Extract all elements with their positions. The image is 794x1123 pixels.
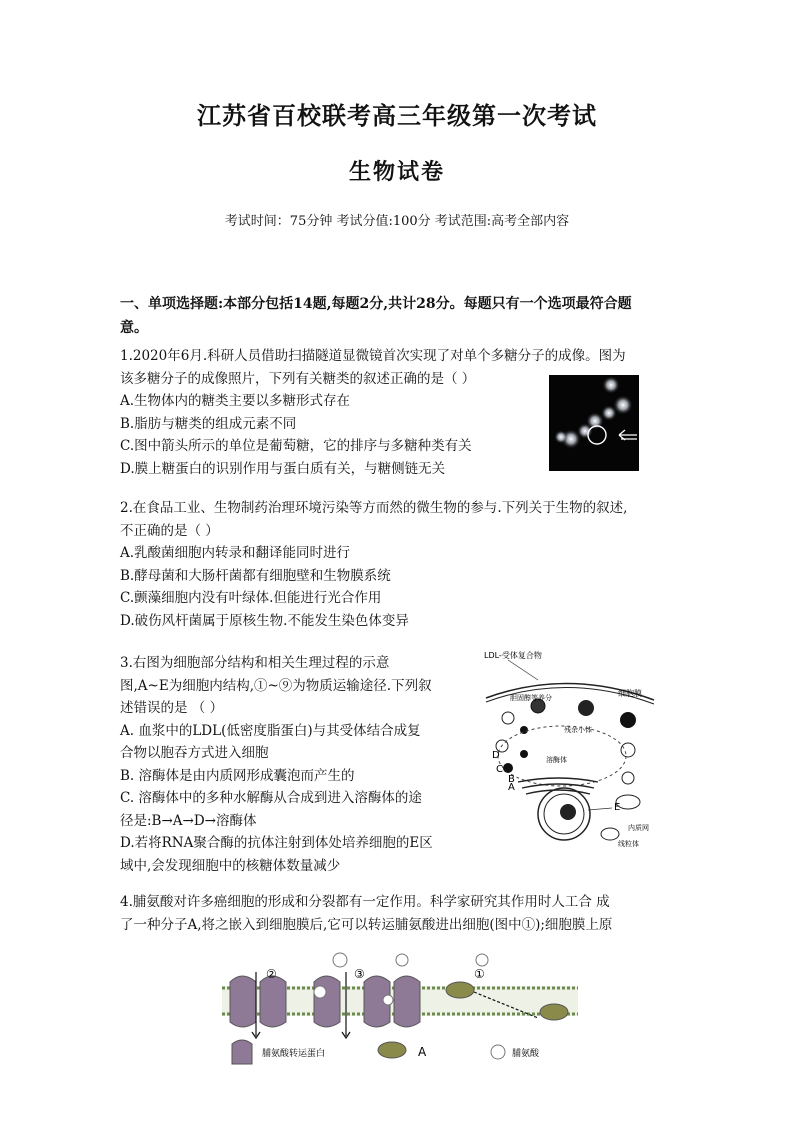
option-c-cont: 径是:B→A→D→溶酶体 [120, 812, 257, 829]
polysaccharide-stm-image [549, 375, 639, 471]
option-d: D.破伤风杆菌属于原核生物.不能发生染色体变异 [120, 612, 409, 629]
label-route-3: ③ [354, 967, 365, 981]
label-E: E [614, 802, 621, 813]
legend-proline: 脯氨酸 [512, 1049, 540, 1059]
exam-subtitle: 生物试卷 [348, 159, 445, 185]
question-2 [120, 497, 680, 632]
membrane-transport-diagram [222, 952, 578, 1068]
option-a: A.生物体内的糖类主要以多糖形式存在 [120, 393, 351, 409]
question-stem: 4.脯氨酸对许多癌细胞的形成和分裂都有一定作用。科学家研究其作用时人工合 成 [120, 894, 610, 910]
question-stem: 1.2020年6月.科研人员借助扫描隧道显微镜首次实现了对单个多糖分子的成像。图为 [120, 348, 626, 364]
option-c: C. 溶酶体中的多种水解酶从合成到进入溶酶体的途 [120, 790, 422, 806]
question-4 [120, 891, 680, 936]
label-route-1: ① [474, 967, 485, 981]
question-stem: 述错误的是 （ ） [120, 700, 224, 716]
question-3 [120, 652, 460, 877]
exam-meta: 考试时间：75分钟 考试分值:100分 考试范围:高考全部内容 [224, 214, 570, 229]
option-a: A.乳酸菌细胞内转录和翻译能同时进行 [120, 545, 351, 561]
label-D: D [492, 750, 500, 761]
question-stem: 该多糖分子的成像照片，下列有关糖类的叙述正确的是（ ） [120, 370, 476, 387]
question-stem: 不正确的是（ ） [120, 522, 219, 539]
option-c: C.颤藻细胞内没有叶绿体.但能进行光合作用 [120, 590, 382, 606]
question-stem: 图,A~E为细胞内结构,①~⑨为物质运输途径.下列叙 [120, 677, 432, 694]
label-cholesterol: 胆固醇等养分 [510, 694, 552, 702]
option-b: B. 溶酶体是由内质网形成囊泡而产生的 [120, 767, 355, 784]
option-d-cont: 域中,会发现细胞中的核糖体数量减少 [120, 857, 341, 874]
label-route-2: ② [266, 967, 277, 981]
option-a-cont: 合物以胞吞方式进入细胞 [120, 745, 269, 761]
section-heading-line: 一、单项选择题:本部分包括14题,每题2分,共计28分。每题只有一个选项最符合题 [120, 296, 632, 312]
option-b: B.酵母菌和大肠杆菌都有细胞壁和生物膜系统 [120, 567, 391, 584]
question-stem: 3.右图为细胞部分结构和相关生理过程的示意 [120, 655, 390, 671]
label-mitochondria: 线粒体 [618, 840, 639, 848]
section-heading [120, 292, 680, 340]
option-c: C.图中箭头所示的单位是葡萄糖，它的排序与多糖种类有关 [120, 438, 472, 454]
section-heading-line: 意。 [120, 320, 148, 336]
label-A: A [508, 782, 515, 793]
option-d: D.膜上糖蛋白的识别作用与蛋白质有关，与糖侧链无关 [120, 460, 446, 477]
label-ldl-complex: LDL-受体复合物 [484, 651, 542, 660]
legend-molecule-a: A [418, 1045, 427, 1059]
label-C: C [496, 764, 503, 775]
exam-title: 江苏省百校联考高三年级第一次考试 [197, 101, 597, 130]
label-B: B [508, 774, 515, 785]
legend-transporter: 脯氨酸转运蛋白 [262, 1049, 326, 1059]
option-b: B.脂肪与糖类的组成元素不同 [120, 415, 297, 432]
label-cell-membrane: 细胞膜 [618, 689, 642, 698]
option-a: A. 血浆中的LDL(低密度脂蛋白)与其受体结合成复 [120, 722, 421, 739]
label-er: 内质网 [628, 824, 649, 832]
label-lysosome: 溶酶体 [546, 756, 567, 764]
question-stem: 了一种分子A,将之嵌入到细胞膜后,它可以转运脯氨酸进出细胞(图中①);细胞膜上原 [120, 916, 613, 933]
cell-structure-diagram [478, 650, 664, 850]
option-d: D.若将RNA聚合酶的抗体注射到体处培养细胞的E区 [120, 835, 433, 851]
label-residual-body: 残余小体 [564, 726, 592, 734]
question-stem: 2.在食品工业、生物制药治理环境污染等方而然的微生物的参与.下列关于生物的叙述, [120, 500, 628, 516]
